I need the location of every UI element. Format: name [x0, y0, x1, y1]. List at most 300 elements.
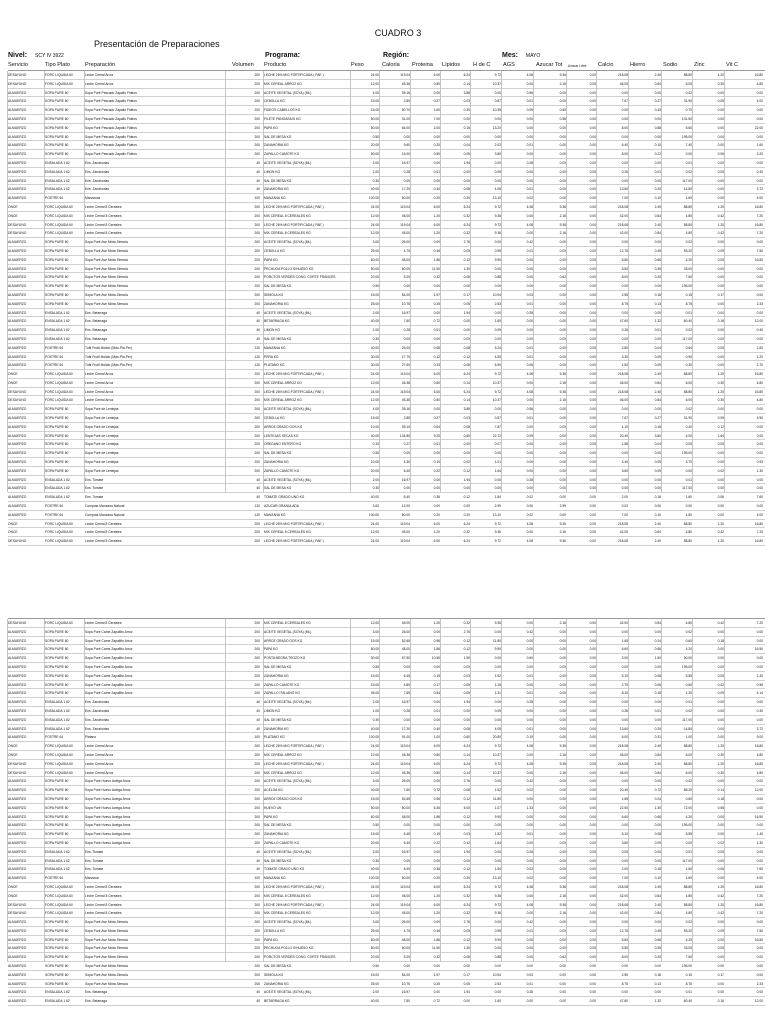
cell-zinc: 0.17 — [717, 972, 724, 977]
cell-vitc: 1.40 — [756, 673, 763, 678]
cell-azucar: 9.36 — [559, 372, 566, 377]
cell-caloria: 6.40 — [403, 840, 410, 845]
cell-caloria: 0.00 — [403, 964, 410, 969]
cell-ags: 0.00 — [526, 504, 533, 509]
cell-preparacion: Sopa Puré Huevo Acelga Arroz — [85, 832, 131, 837]
cell-tipo-plato: SOPA PURE 60 — [45, 240, 69, 245]
cell-azucar: 9.36 — [559, 902, 566, 907]
cell-sodio: 7.60 — [685, 955, 692, 960]
cell-producto: ZAPALLO CAMOTE KG — [264, 468, 300, 473]
cell-calcio: 0.00 — [621, 629, 628, 634]
cell-volumen: 40 — [256, 310, 260, 315]
cell-azucar-libre: 0.00 — [589, 240, 596, 245]
cell-hierro: 0.84 — [654, 231, 661, 236]
cell-proteina: 6.00 — [433, 204, 440, 209]
cell-ags: 0.00 — [526, 752, 533, 757]
cell-volumen: 200 — [254, 964, 260, 969]
cell-hdec: 0.87 — [494, 99, 501, 104]
grid-line — [410, 71, 411, 492]
cell-peso: 40.00 — [370, 433, 379, 438]
cell-proteina: 0.00 — [433, 407, 440, 412]
cell-vitc: 0.00 — [756, 90, 763, 95]
cell-preparacion: Leche Cereal 8 Cereales — [85, 893, 122, 898]
cell-servicio: ALMUERZO — [8, 823, 27, 828]
cell-hierro: 0.00 — [654, 964, 661, 969]
cell-servicio: ALMUERZO — [8, 708, 27, 713]
cell-azucar-libre: 0.00 — [589, 187, 596, 192]
cell-zinc: 0.09 — [717, 691, 724, 696]
cell-preparacion: Ens. Tomate — [85, 849, 104, 854]
cell-caloria: 0.00 — [403, 717, 410, 722]
cell-azucar: 0.00 — [559, 336, 566, 341]
cell-volumen: 200 — [254, 539, 260, 544]
cell-sodio: 1.20 — [685, 691, 692, 696]
cell-proteina: 1.86 — [433, 937, 440, 942]
cell-tipo-plato: SOPA PURE 60 — [45, 814, 69, 819]
cell-hierro: 0.09 — [654, 468, 661, 473]
cell-hdec: 0.00 — [494, 849, 501, 854]
cell-vitc: 2.70 — [756, 363, 763, 368]
cell-zinc: 0.00 — [717, 673, 724, 678]
cell-preparacion: Ens. Tomate — [85, 486, 104, 491]
grid-line — [350, 71, 351, 492]
cell-vitc: 4.80 — [756, 81, 763, 86]
cell-ags: 0.01 — [526, 99, 533, 104]
cell-caloria: 0.00 — [403, 486, 410, 491]
cell-hierro: 2.40 — [654, 389, 661, 394]
cell-tipo-plato: SOPA PURE 60 — [45, 442, 69, 447]
cell-azucar: 0.00 — [559, 451, 566, 456]
cell-servicio: ALMUERZO — [8, 700, 27, 705]
cell-vitc: 7.50 — [756, 248, 763, 253]
cell-tipo-plato: SOPA PURE 60 — [45, 656, 69, 661]
cell-vitc: 16.50 — [754, 814, 763, 819]
cell-peso: 20.00 — [370, 840, 379, 845]
cell-tipo-plato: ENSALADA 1 62 — [45, 336, 70, 341]
cell-hierro: 0.00 — [654, 700, 661, 705]
cell-hierro: 1.32 — [654, 999, 661, 1004]
cell-preparacion: Sopa Puré Ave Mixta Sémola — [85, 972, 128, 977]
cell-peso: 40.00 — [370, 788, 379, 793]
cell-zinc: 0.00 — [717, 363, 724, 368]
cell-calcio: 218.08 — [617, 204, 628, 209]
cell-hierro: 0.00 — [654, 284, 661, 289]
cell-vitc: 0.40 — [756, 169, 763, 174]
cell-ags: 4.08 — [526, 389, 533, 394]
cell-hierro: 0.43 — [654, 108, 661, 113]
cell-sodio: 0.70 — [685, 108, 692, 113]
cell-peso: 0.50 — [372, 134, 379, 139]
cell-producto: PORCTOS VERDES CONG. CORTE FRANCES — [264, 275, 336, 280]
cell-lipidos: 6.24 — [463, 204, 470, 209]
cell-servicio: DESAYUNO — [8, 389, 27, 394]
cell-servicio: ALMUERZO — [8, 284, 27, 289]
col-zinc: Zinc — [694, 62, 705, 68]
cell-peso: 2.00 — [372, 477, 379, 482]
cell-producto: ZAPALLO ITALIANO KG — [264, 691, 300, 696]
cell-proteina: 1.86 — [433, 257, 440, 262]
cell-hdec: 10.37 — [492, 752, 501, 757]
cell-peso: 0.30 — [372, 858, 379, 863]
cell-preparacion: Sopa Puré Huevo Acelga Arroz — [85, 788, 131, 793]
cell-zinc: 1.20 — [717, 222, 724, 227]
cell-hierro: 0.00 — [654, 849, 661, 854]
cell-tipo-plato: POSTRE 64 — [45, 363, 64, 368]
cell-ags: 0.00 — [526, 134, 533, 139]
cell-azucar-libre: 0.00 — [589, 301, 596, 306]
cell-volumen: 120 — [254, 345, 260, 350]
cell-volumen: 200 — [254, 955, 260, 960]
cell-calcio: 1.65 — [621, 796, 628, 801]
cell-hierro: 0.10 — [654, 512, 661, 517]
cell-zinc: 0.30 — [717, 380, 724, 385]
table-row — [8, 637, 765, 646]
cell-servicio: ALMUERZO — [8, 647, 27, 652]
cell-azucar-libre: 0.00 — [589, 708, 596, 713]
cell-caloria: 52.65 — [401, 638, 410, 643]
cell-zinc: 1.20 — [717, 902, 724, 907]
cell-volumen: 200 — [254, 389, 260, 394]
cell-zinc: 0.42 — [717, 911, 724, 916]
cell-preparacion: Leche Cereal Arroz — [85, 744, 114, 749]
cell-sodio: 0.02 — [685, 240, 692, 245]
cell-volumen: 200 — [254, 832, 260, 837]
cell-volumen: 200 — [254, 222, 260, 227]
cell-servicio: ALMUERZO — [8, 416, 27, 421]
cell-azucar: 2.16 — [559, 213, 566, 218]
cell-lipidos: 0.12 — [463, 257, 470, 262]
grid-line — [661, 619, 662, 962]
cell-vitc: 0.00 — [756, 266, 763, 271]
cell-producto: ZANAHORIA KG — [264, 726, 289, 731]
cell-servicio: ONCE — [8, 884, 18, 889]
cell-servicio: ALMUERZO — [8, 310, 27, 315]
cell-servicio: ALMUERZO — [8, 152, 27, 157]
cell-peso: 2.00 — [372, 160, 379, 165]
cell-azucar-libre: 0.00 — [589, 928, 596, 933]
cell-zinc: 0.00 — [717, 266, 724, 271]
cell-producto: SEMOLA KG — [264, 292, 284, 297]
cell-calcio: 0.26 — [621, 328, 628, 333]
col-hierro: Hierro — [630, 62, 646, 68]
cell-peso: 60.00 — [370, 937, 379, 942]
cell-caloria: 16.97 — [401, 310, 410, 315]
cell-ags: 0.00 — [526, 664, 533, 669]
cell-hierro: 0.10 — [654, 196, 661, 201]
cell-lipidos: 0.00 — [463, 116, 470, 121]
cell-azucar-libre: 0.00 — [589, 946, 596, 951]
cell-vitc: 9.00 — [756, 735, 763, 740]
cell-peso: 100.00 — [368, 735, 379, 740]
cell-volumen: 40 — [256, 319, 260, 324]
cell-zinc: 0.00 — [717, 504, 724, 509]
cell-azucar-libre: 0.00 — [589, 805, 596, 810]
cell-hdec: 0.00 — [494, 90, 501, 95]
cell-volumen: 200 — [254, 73, 260, 77]
cell-caloria: 0.00 — [403, 823, 410, 828]
cell-vitc: 7.50 — [756, 928, 763, 933]
cell-hdec: 7.87 — [494, 424, 501, 429]
cell-volumen: 200 — [254, 629, 260, 634]
cell-calcio: 218.08 — [617, 744, 628, 749]
cell-hierro: 2.40 — [654, 761, 661, 766]
cell-producto: ACEITE VEGETAL (SOYA) (ML) — [264, 700, 312, 705]
cell-peso: 2.00 — [372, 700, 379, 705]
cell-preparacion: Sopa Puré de Lentejas — [85, 424, 119, 429]
table-row — [8, 839, 765, 848]
cell-preparacion: Sopa Puré Carne Zapallito Arroz — [85, 682, 133, 687]
cell-calcio: 5.50 — [621, 266, 628, 271]
cell-lipidos: 0.12 — [463, 495, 470, 500]
cell-lipidos: 0.32 — [463, 213, 470, 218]
cell-producto: FIDEOS CABELLOS KG — [264, 108, 301, 113]
cell-producto: LECHE 26% M/G FORTIFICADA ( PAE ) — [264, 744, 324, 749]
cell-calcio: 46.00 — [619, 752, 628, 757]
cell-calcio: 0.00 — [621, 160, 628, 165]
cell-hierro: 0.18 — [654, 495, 661, 500]
cell-hdec: 9.36 — [494, 893, 501, 898]
cell-preparacion: Leche Cereal 8 Cereales — [85, 621, 122, 625]
cell-proteina: 0.20 — [433, 196, 440, 201]
cell-vitc: 0.00 — [756, 664, 763, 669]
cell-peso: 3.00 — [372, 779, 379, 784]
cell-servicio: ALMUERZO — [8, 656, 27, 661]
cell-ags: 0.01 — [526, 345, 533, 350]
cell-azucar-libre: 0.00 — [589, 752, 596, 757]
cell-azucar: 0.00 — [559, 867, 566, 872]
cell-ags: 0.00 — [526, 152, 533, 157]
cell-tipo-plato: FORC LIQUIDA 60 — [45, 770, 73, 775]
cell-volumen: 40 — [256, 495, 260, 500]
cell-calcio: 0.26 — [621, 169, 628, 174]
cell-producto: SAL DE MESA KG — [264, 717, 292, 722]
cell-servicio: ONCE — [8, 744, 18, 749]
cell-lipidos: 0.08 — [463, 424, 470, 429]
cell-azucar: 0.00 — [559, 319, 566, 324]
cell-servicio: ALMUERZO — [8, 116, 27, 121]
cell-peso: 12.00 — [370, 213, 379, 218]
cell-lipidos: 0.32 — [463, 893, 470, 898]
cell-tipo-plato: SOPA PURE 60 — [45, 805, 69, 810]
cell-hierro: 2.40 — [654, 539, 661, 544]
cell-azucar-libre: 0.00 — [589, 981, 596, 986]
table-row — [8, 168, 765, 177]
cell-servicio: ONCE — [8, 530, 18, 535]
cell-producto: PAPA KG — [264, 814, 278, 819]
cell-tipo-plato: ENSALADA 1 62 — [45, 717, 70, 722]
table-row — [8, 883, 765, 892]
cell-servicio: ALMUERZO — [8, 504, 27, 509]
cell-sodio: 0.02 — [685, 629, 692, 634]
cell-hierro: 0.20 — [654, 955, 661, 960]
cell-zinc: 0.18 — [717, 638, 724, 643]
cell-zinc: 0.00 — [717, 108, 724, 113]
cell-producto: SEMOLA KG — [264, 972, 284, 977]
cell-ags: 1.33 — [526, 805, 533, 810]
cell-preparacion: Leche Cereal Arroz — [85, 81, 114, 86]
cell-preparacion: Ens. Zanahorias — [85, 700, 110, 705]
cell-servicio: ALMUERZO — [8, 638, 27, 643]
cell-azucar-libre: 0.00 — [589, 964, 596, 969]
cell-azucar: 0.00 — [559, 735, 566, 740]
cell-vitc: 12.00 — [754, 999, 763, 1004]
cell-azucar: 9.36 — [559, 204, 566, 209]
cell-ags: 4.08 — [526, 204, 533, 209]
cell-lipidos: 0.04 — [463, 143, 470, 148]
cell-hdec: 20.80 — [492, 735, 501, 740]
cell-azucar: 2.16 — [559, 621, 566, 625]
cell-lipidos: 0.30 — [463, 108, 470, 113]
cell-ags: 0.01 — [526, 928, 533, 933]
cell-lipidos: 3.88 — [463, 407, 470, 412]
cell-vitc: 0.00 — [756, 116, 763, 121]
cell-peso: 24.00 — [370, 73, 379, 77]
cell-servicio: ALMUERZO — [8, 160, 27, 165]
cell-peso: 0.30 — [372, 336, 379, 341]
table-row — [8, 89, 765, 98]
cell-peso: 24.00 — [370, 372, 379, 377]
cell-volumen: 40 — [256, 999, 260, 1004]
cell-vitc: 16.50 — [754, 647, 763, 652]
cell-sodio: 0.60 — [685, 638, 692, 643]
cell-lipidos: 1.94 — [463, 477, 470, 482]
cell-zinc: 0.00 — [717, 486, 724, 491]
cell-volumen: 200 — [254, 380, 260, 385]
cell-tipo-plato: SOPA PURE 60 — [45, 292, 69, 297]
cell-calcio: 0.00 — [621, 134, 628, 139]
cell-servicio: DESAYUNO — [8, 911, 27, 916]
cell-calcio: 0.00 — [621, 700, 628, 705]
table-row — [8, 484, 765, 493]
cell-ags: 0.00 — [526, 328, 533, 333]
cell-proteina: 0.45 — [433, 928, 440, 933]
cell-tipo-plato: ENSALADA 1 62 — [45, 169, 70, 174]
cell-calcio: 8.00 — [621, 275, 628, 280]
cell-servicio: ALMUERZO — [8, 928, 27, 933]
cell-servicio: DESAYUNO — [8, 621, 27, 625]
cell-peso: 30.00 — [370, 656, 379, 661]
cell-hdec: 0.00 — [494, 990, 501, 995]
cell-lipidos: 0.12 — [463, 814, 470, 819]
cell-volumen: 200 — [254, 920, 260, 925]
cell-tipo-plato: FORC LIQUIDA 60 — [45, 521, 73, 526]
cell-vitc: 16.80 — [754, 744, 763, 749]
cell-preparacion: Sopa Puré Carne Zapallito Arroz — [85, 656, 133, 661]
cell-volumen: 200 — [254, 638, 260, 643]
cell-hierro: 0.20 — [654, 275, 661, 280]
cell-ags: 0.09 — [526, 108, 533, 113]
cell-hierro: 1.32 — [654, 319, 661, 324]
cell-tipo-plato: ENSALADA 1 62 — [45, 187, 70, 192]
table-row — [8, 936, 765, 945]
cell-hierro: 0.35 — [654, 266, 661, 271]
cell-preparacion: Sopa Puré Carne Zapallito Arroz — [85, 664, 133, 669]
cell-volumen: 200 — [254, 884, 260, 889]
cell-ags: 4.08 — [526, 539, 533, 544]
cell-preparacion: Ens. Zanahorias — [85, 178, 110, 183]
cell-hierro: 0.31 — [654, 735, 661, 740]
cell-tipo-plato: FORC LIQUIDA 60 — [45, 902, 73, 907]
cell-azucar: 0.00 — [559, 416, 566, 421]
cell-hdec: 13.10 — [492, 512, 501, 517]
cell-zinc: 0.16 — [717, 319, 724, 324]
cell-zinc: 0.42 — [717, 530, 724, 535]
cell-producto: MANZANA KG — [264, 512, 286, 517]
table-row — [8, 645, 765, 654]
cell-hierro: 0.09 — [654, 840, 661, 845]
cell-calcio: 42.00 — [619, 530, 628, 535]
cell-peso: 45.00 — [370, 691, 379, 696]
cell-servicio: ALMUERZO — [8, 275, 27, 280]
cell-hierro: 0.45 — [654, 928, 661, 933]
programa-field — [265, 52, 300, 59]
col-tipo-plato: Tipo Plato — [45, 62, 70, 68]
cell-azucar: 0.00 — [559, 477, 566, 482]
cell-preparacion: Ens. Betarraga — [85, 990, 107, 995]
cell-tipo-plato: SOPA PURE 60 — [45, 840, 69, 845]
cell-preparacion: Compota Manzana Natural — [85, 504, 125, 509]
cell-hierro: 2.40 — [654, 222, 661, 227]
cell-producto: ACEITE VEGETAL (SOYA) (ML) — [264, 849, 312, 854]
grid-line — [7, 71, 8, 492]
cell-azucar: 9.36 — [559, 761, 566, 766]
cell-calcio: 0.00 — [621, 486, 628, 491]
cell-preparacion: Sopa Puré Pescado Zapallo Fideos — [85, 99, 137, 104]
cell-lipidos: 0.00 — [463, 504, 470, 509]
cell-sodio: 0.02 — [685, 920, 692, 925]
cell-servicio: ALMUERZO — [8, 858, 27, 863]
cell-peso: 0.50 — [372, 451, 379, 456]
cell-producto: FILETE PANGASIUS KG — [264, 116, 301, 121]
cell-preparacion: Leche Cereal Arroz — [85, 761, 114, 766]
column-header-row — [8, 61, 765, 70]
cell-hierro: 0.88 — [654, 125, 661, 130]
grid-line — [470, 619, 471, 962]
cell-azucar-libre: 0.00 — [589, 779, 596, 784]
cell-hierro: 0.09 — [654, 354, 661, 359]
cell-zinc: 0.00 — [717, 275, 724, 280]
cell-lipidos: 0.00 — [463, 442, 470, 447]
cell-hdec: 10.94 — [492, 292, 501, 297]
cell-volumen: 200 — [254, 902, 260, 907]
cell-hdec: 4.53 — [494, 354, 501, 359]
cell-servicio: ALMUERZO — [8, 433, 27, 438]
cell-tipo-plato: FORC LIQUIDA 60 — [45, 222, 73, 227]
cell-preparacion: Leche Cereal 8 Cereales — [85, 213, 122, 218]
cell-vitc: 16.80 — [754, 884, 763, 889]
cell-lipidos: 2.76 — [463, 240, 470, 245]
cell-lipidos: 5.00 — [463, 805, 470, 810]
cell-proteina: 0.00 — [433, 717, 440, 722]
cell-sodio: 0.01 — [685, 160, 692, 165]
cell-tipo-plato: FORC LIQUIDA 60 — [45, 893, 73, 898]
cell-zinc: 0.00 — [717, 726, 724, 731]
cell-calcio: 2.80 — [621, 345, 628, 350]
cell-producto: PAPA KG — [264, 647, 278, 652]
cell-volumen: 40 — [256, 700, 260, 705]
cell-ags: 0.01 — [526, 187, 533, 192]
cell-peso: 12.00 — [370, 81, 379, 86]
cell-servicio: DESAYUNO — [8, 73, 27, 77]
cell-azucar-libre: 0.00 — [589, 90, 596, 95]
cell-servicio: ALMUERZO — [8, 169, 27, 174]
cell-volumen: 40 — [256, 477, 260, 482]
cell-tipo-plato: SOPA PURE 60 — [45, 99, 69, 104]
cell-volumen: 200 — [254, 134, 260, 139]
cell-azucar-libre: 0.00 — [589, 152, 596, 157]
grid-line — [263, 619, 264, 962]
cell-hdec: 0.00 — [494, 116, 501, 121]
